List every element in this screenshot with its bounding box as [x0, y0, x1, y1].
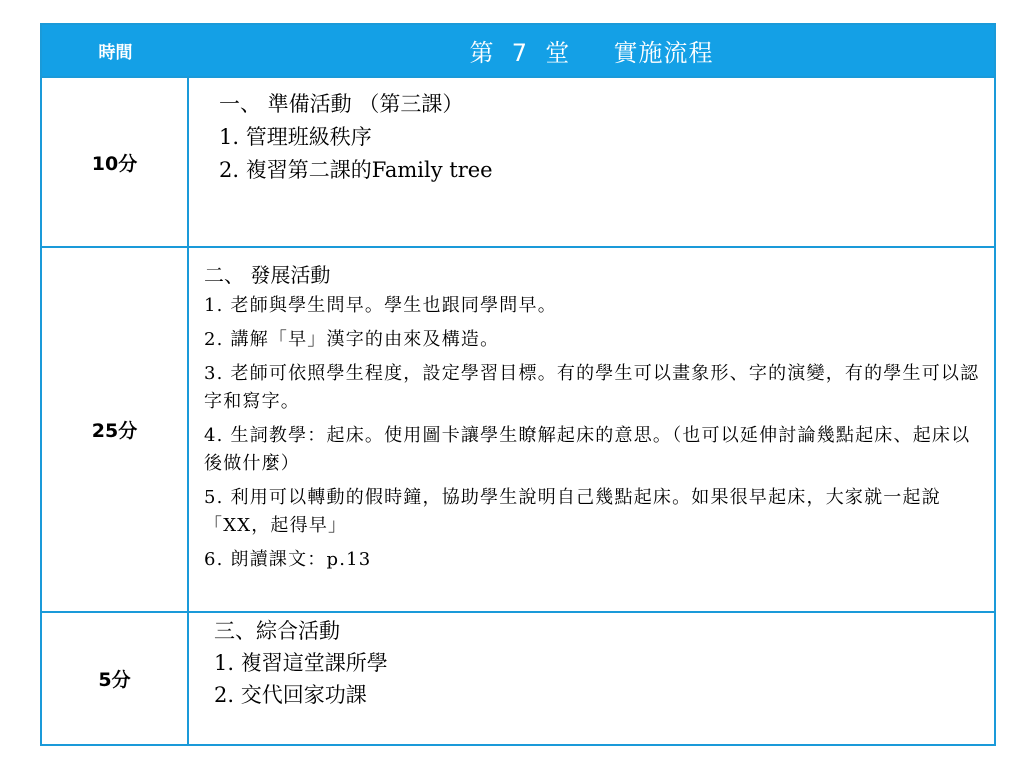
time-value: 10分 [91, 152, 138, 175]
time-cell-warmup [42, 78, 189, 248]
header-time-cell [42, 25, 189, 78]
content-cell-warmup [189, 78, 994, 248]
list-item: 2. 講解「早」漢字的由來及構造。 [204, 329, 500, 350]
time-cell-development [42, 248, 189, 613]
list-item: 2. 交代回家功課 [214, 683, 367, 707]
time-value: 5分 [98, 669, 131, 691]
list-item: 2. 複習第二課的Family tree [219, 158, 493, 182]
header-title-cell [189, 25, 994, 78]
content-cell-development [189, 248, 994, 613]
list-item: 5. 利用可以轉動的假時鐘，協助學生說明自己幾點起床。如果很早起床，大家就一起說「XX，起得早」 [204, 487, 941, 536]
list-item: 4. 生詞教學：起床。使用圖卡讓學生瞭解起床的意思。（也可以延伸討論幾點起床、起床以後做什麼） [204, 425, 971, 474]
list-item: 1. 管理班級秩序 [219, 125, 372, 149]
list-item: 6. 朗讀課文：p.13 [204, 549, 372, 570]
list-item: 3. 老師可依照學生程度，設定學習目標。有的學生可以畫象形、字的演變，有的學生可以認字和寫字。 [204, 363, 980, 412]
header-time-label: 時間 [98, 43, 133, 63]
section-title: 一、 準備活動 （第三課） [219, 92, 464, 116]
header-title-procedure: 實施流程 [613, 39, 714, 67]
time-cell-wrapup [42, 613, 189, 744]
list-item: 1. 複習這堂課所學 [214, 651, 388, 675]
content-cell-wrapup [189, 613, 994, 744]
section-title: 二、 發展活動 [204, 263, 331, 287]
list-item: 1. 老師與學生問早。學生也跟同學問早。 [204, 295, 557, 316]
time-value: 25分 [91, 420, 138, 442]
lesson-plan-table [40, 23, 996, 746]
section-title: 三、綜合活動 [214, 619, 340, 643]
header-title-lesson: 第 7 堂 [469, 39, 571, 67]
